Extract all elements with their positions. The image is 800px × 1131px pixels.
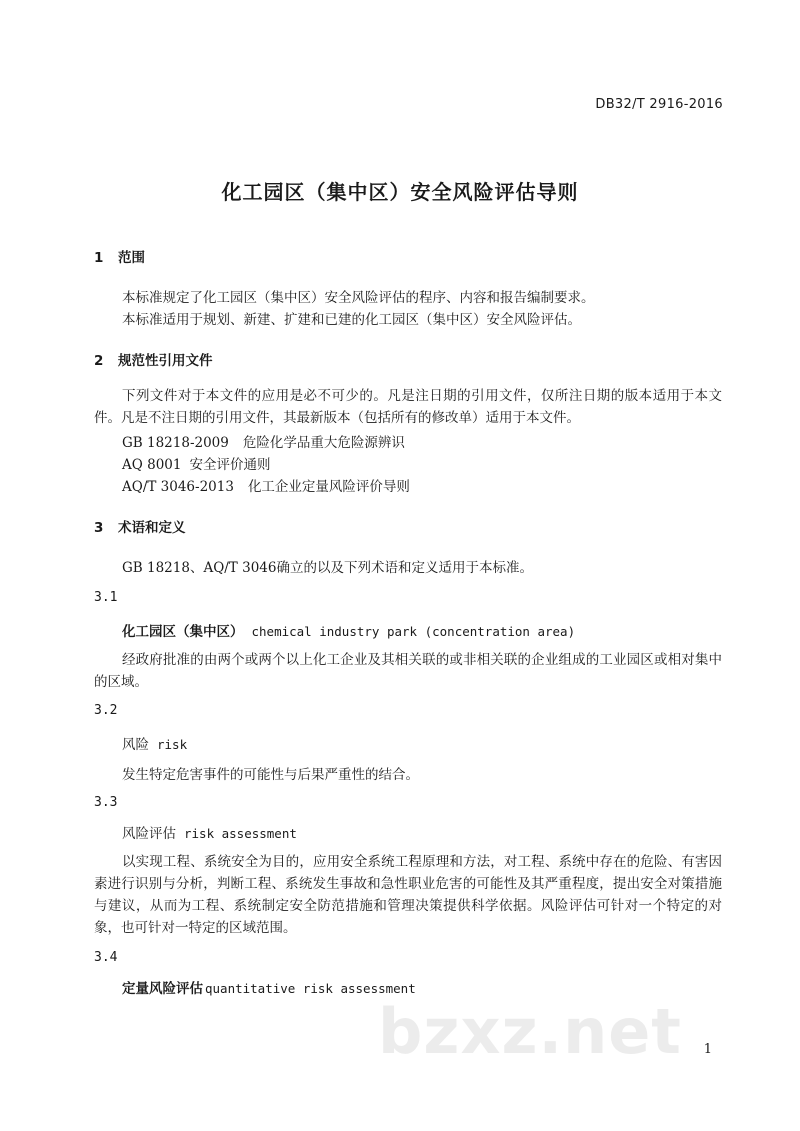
document-number: DB32/T 2916-2016 [595, 97, 723, 112]
reference-item [122, 431, 405, 451]
page-number: 1 [703, 1042, 712, 1057]
term-entry [122, 977, 416, 997]
term-entry [122, 822, 297, 842]
scope-paragraph: 本标准规定了化工园区（集中区）安全风险评估的程序、内容和报告编制要求。 [122, 290, 595, 306]
terms-intro-paragraph: GB 18218、AQ/T 3046确立的以及下列术语和定义适用于本标准。 [122, 560, 533, 576]
clause-number: 3.1 [94, 590, 118, 605]
term-chinese: 化工园区（集中区） [122, 624, 244, 640]
clause-number: 3.2 [94, 703, 118, 718]
references-intro-paragraph: 下列文件对于本文件的应用是必不可少的。凡是注日期的引用文件，仅所注日期的版本适用于本文件。凡是不注日期的引用文件，其最新版本（包括所有的修改单）适用于本文件。 [94, 388, 722, 426]
term-chinese: 风险 [122, 737, 149, 753]
reference-name: 危险化学品重大危险源辨识 [242, 435, 405, 451]
term-english: quantitative risk assessment [205, 981, 416, 996]
document-title: 化工园区（集中区）安全风险评估导则 [221, 180, 579, 204]
reference-name: 化工企业定量风险评价导则 [247, 479, 410, 495]
clause-number: 3.3 [94, 795, 118, 810]
section-title: 规范性引用文件 [118, 353, 213, 369]
term-entry [122, 733, 187, 753]
reference-item [122, 475, 410, 495]
reference-code: GB 18218-2009 [122, 435, 229, 451]
reference-code: AQ 8001 [122, 457, 182, 473]
term-english: risk assessment [184, 826, 297, 841]
section-heading-terms-definitions [94, 516, 186, 536]
term-entry [122, 620, 575, 640]
section-heading-scope [94, 246, 145, 266]
term-definition: 发生特定危害事件的可能性与后果严重性的结合。 [122, 767, 419, 783]
term-english: chemical industry park (concentration area) [251, 624, 576, 639]
section-number: 3 [94, 520, 104, 536]
term-english: risk [157, 737, 188, 752]
clause-number: 3.4 [94, 950, 118, 965]
watermark: bzxz.net [378, 995, 682, 1068]
reference-name: 安全评价通则 [189, 457, 271, 473]
term-definition: 经政府批准的由两个或两个以上化工企业及其相关联的或非相关联的企业组成的工业园区或相对集中的区域。 [94, 652, 722, 690]
section-number: 1 [94, 250, 104, 266]
term-chinese: 定量风险评估 [122, 981, 203, 997]
term-definition: 以实现工程、系统安全为目的，应用安全系统工程原理和方法，对工程、系统中存在的危险、有害因素进行识别与分析，判断工程、系统发生事故和急性职业危害的可能性及其严重程度，提出安全对策措施与建议，从而为工程、系统制定安全防范措施和管理决策提供科学依据。风险评估可针对一个特定的对象，也可针对一特定的区域范围。 [94, 854, 722, 936]
scope-paragraph: 本标准适用于规划、新建、扩建和已建的化工园区（集中区）安全风险评估。 [122, 312, 581, 328]
reference-item [122, 453, 270, 473]
term-chinese: 风险评估 [122, 826, 176, 842]
section-number: 2 [94, 353, 104, 369]
section-title: 范围 [118, 250, 145, 266]
section-title: 术语和定义 [118, 520, 186, 536]
reference-code: AQ/T 3046-2013 [122, 479, 234, 495]
section-heading-normative-references [94, 349, 213, 369]
